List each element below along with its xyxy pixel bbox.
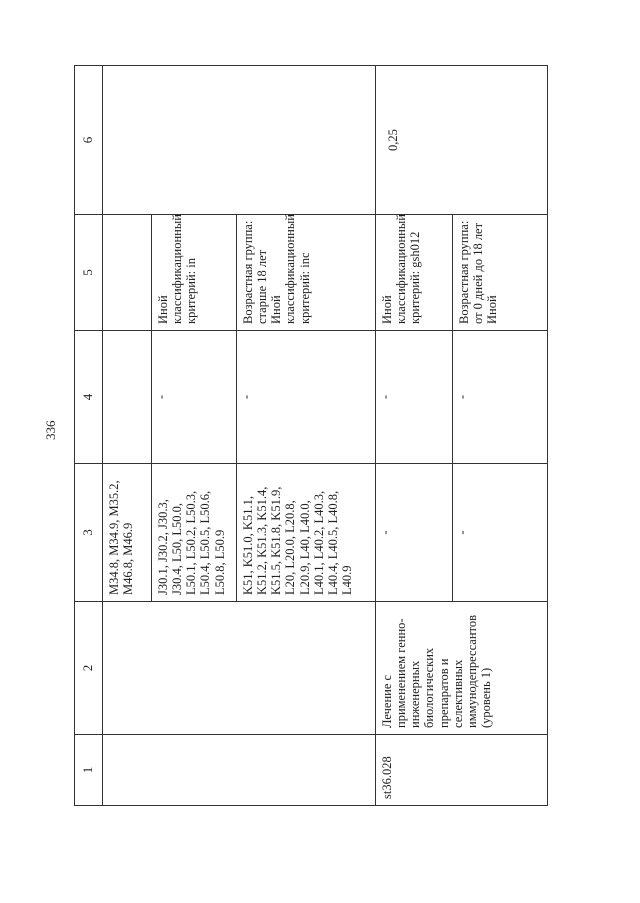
- diagnosis-codes: K51, K51.0, K51.1, K51.2, K51.3, K51.4, K51.5, K51.8, K51.9, L20, L20.0, L20.8, L20.9, L40, L40.0, L40.1, L40.2, L40.3, L40.4, L40.5, L40.8, L40.9: [241, 486, 354, 595]
- table-row: [376, 66, 453, 806]
- procedure-dash: -: [455, 394, 469, 400]
- age-and-criterion: Возрастная группа: старше 18 лет Иной классификационный критерий: inc: [241, 214, 312, 324]
- diagnosis-codes: J30.1, J30.2, J30.3, J30.4, L50, L50.0, L50.1, L50.2, L50.3, L50.4, L50.5, L50.6, L50.8, L50.9: [156, 490, 227, 595]
- diagnosis-codes: M34.8, M34.9, M35.2, M46.8, M46.9: [107, 480, 136, 595]
- coefficient-cell: [103, 66, 376, 215]
- procedure-cell: [453, 331, 548, 464]
- procedure-cell: [103, 331, 152, 464]
- ksg-name-cell: [376, 602, 548, 735]
- criteria-cell: [453, 215, 548, 331]
- header-row: [75, 66, 103, 806]
- procedure-dash: -: [239, 394, 253, 400]
- row-name-cell: [103, 602, 376, 735]
- classification-criterion: Иной классификационный критерий: in: [156, 214, 199, 324]
- ksg-name: Лечение с применением генно-инженерных биологических препаратов и селективных иммунодепрессантов (уровень 1): [380, 615, 493, 728]
- header-cell-6: 6: [75, 66, 103, 215]
- diagnosis-dash: -: [378, 530, 392, 535]
- procedure-cell: [376, 331, 453, 464]
- procedure-cell: [152, 331, 237, 464]
- ksg-code-cell: [376, 735, 548, 806]
- diagnosis-codes-cell: [103, 464, 152, 602]
- procedure-cell: [237, 331, 376, 464]
- header-cell-4: 4: [75, 331, 103, 464]
- classification-criterion: Иной классификационный критерий: gsh012: [380, 214, 423, 324]
- diagnosis-codes-cell: [453, 464, 548, 602]
- rotated-table-container: [74, 66, 546, 806]
- criteria-cell: [152, 215, 237, 331]
- procedure-dash: -: [378, 394, 392, 400]
- page-number: 336: [43, 420, 58, 440]
- coefficient-cell: [376, 66, 548, 215]
- diagnosis-codes-cell: [376, 464, 453, 602]
- ksg-code: st36.028: [380, 756, 394, 799]
- criteria-cell: [237, 215, 376, 331]
- diagnosis-codes-cell: [152, 464, 237, 602]
- procedure-dash: -: [154, 394, 168, 400]
- table-row: [103, 66, 152, 806]
- coefficient-value: 0,25: [386, 129, 400, 151]
- header-cell-1: 1: [75, 735, 103, 806]
- header-cell-3: 3: [75, 464, 103, 602]
- header-cell-5: 5: [75, 215, 103, 331]
- diagnosis-dash: -: [455, 530, 469, 535]
- criteria-cell: [103, 215, 152, 331]
- criteria-cell: [376, 215, 453, 331]
- age-and-criterion: Возрастная группа: от 0 дней до 18 лет Иной: [457, 220, 500, 324]
- diagnosis-codes-cell: [237, 464, 376, 602]
- row-code-cell: [103, 735, 376, 806]
- header-cell-2: 2: [75, 602, 103, 735]
- criteria-table: [74, 65, 548, 806]
